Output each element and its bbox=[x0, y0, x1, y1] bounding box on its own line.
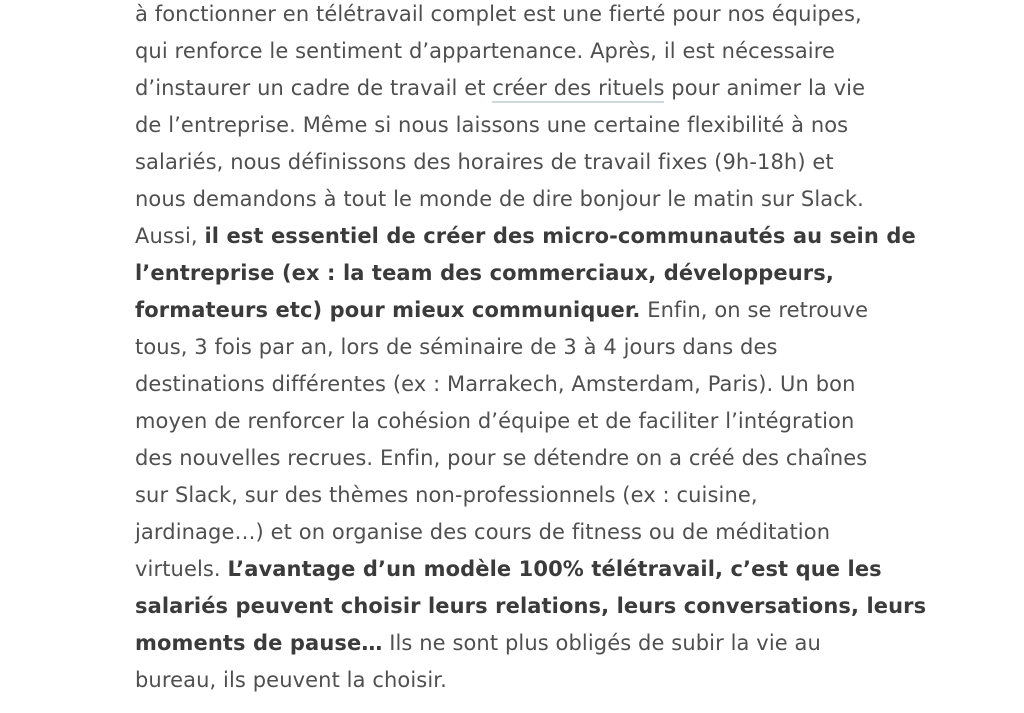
bold-text: salariés peuvent choisir leurs relations, leurs conversations, leurs bbox=[135, 594, 927, 618]
body-text: salariés, nous définissons des horaires de travail fixes (9h-18h) et bbox=[135, 150, 834, 174]
inline-link-creer-des-rituels[interactable]: créer des rituels bbox=[492, 76, 664, 103]
body-text: sur Slack, sur des thèmes non-professionnels (ex : cuisine, bbox=[135, 483, 758, 507]
body-text: pour animer la vie bbox=[664, 76, 866, 100]
paragraph-line bbox=[135, 588, 975, 625]
paragraph-line bbox=[135, 366, 975, 403]
paragraph-line bbox=[135, 292, 975, 329]
paragraph-line bbox=[135, 551, 975, 588]
article-body bbox=[135, 0, 975, 699]
body-text: moyen de renforcer la cohésion d’équipe et de faciliter l’intégration bbox=[135, 409, 855, 433]
paragraph-line bbox=[135, 70, 975, 107]
paragraph-line bbox=[135, 514, 975, 551]
body-text: Enfin, on se retrouve bbox=[640, 298, 869, 322]
body-text: d’instaurer un cadre de travail et bbox=[135, 76, 493, 100]
body-text: jardinage…) et on organise des cours de fitness ou de méditation bbox=[135, 520, 831, 544]
body-text: tous, 3 fois par an, lors de séminaire de 3 à 4 jours dans des bbox=[135, 335, 778, 359]
body-text: Aussi, bbox=[135, 224, 205, 248]
paragraph-line bbox=[135, 218, 975, 255]
paragraph-line bbox=[135, 477, 975, 514]
paragraph-line bbox=[135, 33, 975, 70]
paragraph-line bbox=[135, 144, 975, 181]
body-text: nous demandons à tout le monde de dire bonjour le matin sur Slack. bbox=[135, 187, 864, 211]
paragraph-line bbox=[135, 403, 975, 440]
paragraph-line bbox=[135, 255, 975, 292]
paragraph-line bbox=[135, 181, 975, 218]
paragraph-line bbox=[135, 662, 975, 699]
body-text: destinations différentes (ex : Marrakech, Amsterdam, Paris). Un bon bbox=[135, 372, 856, 396]
bold-text: moments de pause… bbox=[135, 631, 383, 655]
bold-text: l’entreprise (ex : la team des commerciaux, développeurs, bbox=[135, 261, 834, 285]
body-text: qui renforce le sentiment d’appartenance. Après, il est nécessaire bbox=[135, 39, 836, 63]
paragraph-line bbox=[135, 625, 975, 662]
body-text: à fonctionner en télétravail complet est une fierté pour nos équipes, bbox=[135, 2, 862, 26]
bold-text: formateurs etc) pour mieux communiquer. bbox=[135, 298, 641, 322]
bold-text: L’avantage d’un modèle 100% télétravail, c’est que les bbox=[227, 557, 882, 581]
paragraph-line bbox=[135, 0, 975, 33]
body-text: virtuels. bbox=[135, 557, 228, 581]
body-text: de l’entreprise. Même si nous laissons une certaine flexibilité à nos bbox=[135, 113, 849, 137]
paragraph-line bbox=[135, 107, 975, 144]
bold-text: il est essentiel de créer des micro-communautés au sein de bbox=[204, 224, 916, 248]
body-text: bureau, ils peuvent la choisir. bbox=[135, 668, 447, 692]
body-text: des nouvelles recrues. Enfin, pour se détendre on a créé des chaînes bbox=[135, 446, 868, 470]
paragraph-line bbox=[135, 329, 975, 366]
body-text: Ils ne sont plus obligés de subir la vie au bbox=[382, 631, 821, 655]
paragraph-line bbox=[135, 440, 975, 477]
